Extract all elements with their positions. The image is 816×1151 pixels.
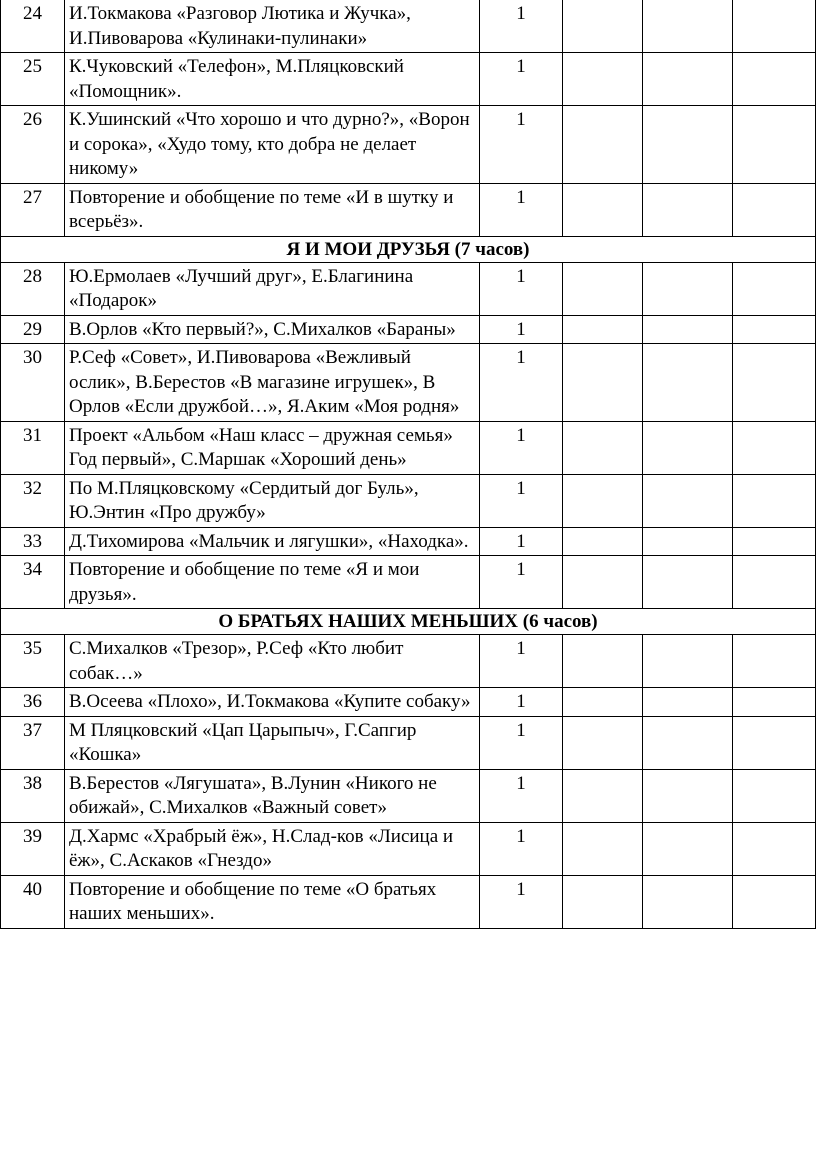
lesson-hours: 1 [480,0,563,53]
lesson-number: 39 [1,822,65,875]
empty-cell [733,556,816,609]
lesson-topic: Повторение и обобщение по теме «Я и мои друзья». [65,556,480,609]
lesson-plan-body [1,0,816,928]
empty-cell [733,688,816,717]
empty-cell [563,262,643,315]
empty-cell [733,527,816,556]
lesson-number: 32 [1,474,65,527]
lesson-topic: Повторение и обобщение по теме «О братьях наших меньших». [65,875,480,928]
lesson-topic: Проект «Альбом «Наш класс – дружная семья» Год первый», С.Маршак «Хороший день» [65,421,480,474]
empty-cell [563,53,643,106]
empty-cell [563,822,643,875]
section-heading-row [1,236,816,262]
empty-cell [733,635,816,688]
empty-cell [643,262,733,315]
empty-cell [643,527,733,556]
empty-cell [563,688,643,717]
empty-cell [643,769,733,822]
lesson-hours: 1 [480,688,563,717]
lesson-number: 35 [1,635,65,688]
table-row [1,421,816,474]
table-row [1,716,816,769]
lesson-hours: 1 [480,635,563,688]
table-row [1,635,816,688]
lesson-number: 28 [1,262,65,315]
lesson-number: 31 [1,421,65,474]
table-row [1,344,816,422]
table-row [1,106,816,184]
empty-cell [733,421,816,474]
table-row [1,556,816,609]
table-row [1,875,816,928]
lesson-number: 33 [1,527,65,556]
empty-cell [643,474,733,527]
empty-cell [563,106,643,184]
empty-cell [733,262,816,315]
empty-cell [563,344,643,422]
lesson-hours: 1 [480,183,563,236]
empty-cell [643,421,733,474]
lesson-number: 25 [1,53,65,106]
lesson-topic: В.Осеева «Плохо», И.Токмакова «Купите собаку» [65,688,480,717]
empty-cell [733,875,816,928]
empty-cell [733,0,816,53]
empty-cell [563,716,643,769]
lesson-topic: К.Чуковский «Телефон», М.Пляцковский «Помощник». [65,53,480,106]
empty-cell [563,0,643,53]
table-row [1,183,816,236]
empty-cell [643,106,733,184]
lesson-topic: К.Ушинский «Что хорошо и что дурно?», «Ворон и сорока», «Худо тому, кто добра не делает никому» [65,106,480,184]
empty-cell [733,183,816,236]
lesson-number: 30 [1,344,65,422]
empty-cell [563,527,643,556]
empty-cell [643,688,733,717]
lesson-hours: 1 [480,315,563,344]
empty-cell [563,556,643,609]
table-row [1,315,816,344]
lesson-topic: М Пляцковский «Цап Царыпыч», Г.Сапгир «Кошка» [65,716,480,769]
lesson-number: 27 [1,183,65,236]
lesson-number: 40 [1,875,65,928]
lesson-number: 34 [1,556,65,609]
lesson-hours: 1 [480,527,563,556]
empty-cell [643,0,733,53]
lesson-number: 37 [1,716,65,769]
lesson-hours: 1 [480,474,563,527]
table-row [1,474,816,527]
lesson-hours: 1 [480,106,563,184]
empty-cell [733,315,816,344]
lesson-topic: В.Берестов «Лягушата», В.Лунин «Никого не обижай», С.Михалков «Важный совет» [65,769,480,822]
lesson-hours: 1 [480,53,563,106]
table-row [1,53,816,106]
empty-cell [563,635,643,688]
table-row [1,527,816,556]
lesson-number: 24 [1,0,65,53]
empty-cell [643,822,733,875]
lesson-topic: Повторение и обобщение по теме «И в шутку и всерьёз». [65,183,480,236]
lesson-topic: Ю.Ермолаев «Лучший друг», Е.Благинина «Подарок» [65,262,480,315]
lesson-hours: 1 [480,262,563,315]
empty-cell [563,474,643,527]
lesson-hours: 1 [480,769,563,822]
empty-cell [733,344,816,422]
section-heading: Я И МОИ ДРУЗЬЯ (7 часов) [1,236,816,262]
empty-cell [733,106,816,184]
empty-cell [643,53,733,106]
empty-cell [563,769,643,822]
table-row [1,688,816,717]
lesson-number: 36 [1,688,65,717]
empty-cell [643,315,733,344]
empty-cell [733,769,816,822]
lesson-hours: 1 [480,875,563,928]
lesson-hours: 1 [480,344,563,422]
table-row [1,262,816,315]
lesson-topic: Д.Тихомирова «Мальчик и лягушки», «Находка». [65,527,480,556]
empty-cell [733,53,816,106]
lesson-topic: И.Токмакова «Разговор Лютика и Жучка», И.Пивоварова «Кулинаки-пулинаки» [65,0,480,53]
table-row [1,822,816,875]
lesson-hours: 1 [480,556,563,609]
empty-cell [563,315,643,344]
empty-cell [563,421,643,474]
empty-cell [643,344,733,422]
empty-cell [643,183,733,236]
empty-cell [733,716,816,769]
lesson-topic: По М.Пляцковскому «Сердитый дог Буль», Ю.Энтин «Про дружбу» [65,474,480,527]
lesson-hours: 1 [480,822,563,875]
table-row [1,0,816,53]
section-heading-row [1,609,816,635]
empty-cell [563,875,643,928]
lesson-topic: В.Орлов «Кто первый?», С.Михалков «Бараны» [65,315,480,344]
lesson-topic: Д.Хармс «Храбрый ёж», Н.Слад-ков «Лисица и ёж», С.Аскаков «Гнездо» [65,822,480,875]
lesson-number: 26 [1,106,65,184]
empty-cell [563,183,643,236]
lesson-topic: С.Михалков «Трезор», Р.Сеф «Кто любит собак…» [65,635,480,688]
empty-cell [643,556,733,609]
empty-cell [643,716,733,769]
lesson-hours: 1 [480,421,563,474]
table-row [1,769,816,822]
section-heading: О БРАТЬЯХ НАШИХ МЕНЬШИХ (6 часов) [1,609,816,635]
lesson-number: 29 [1,315,65,344]
empty-cell [643,635,733,688]
empty-cell [733,822,816,875]
lesson-number: 38 [1,769,65,822]
lesson-hours: 1 [480,716,563,769]
empty-cell [733,474,816,527]
lesson-topic: Р.Сеф «Совет», И.Пивоварова «Вежливый ослик», В.Берестов «В магазине игрушек», В Орлов «Если дружбой…», Я.Аким «Моя родня» [65,344,480,422]
empty-cell [643,875,733,928]
